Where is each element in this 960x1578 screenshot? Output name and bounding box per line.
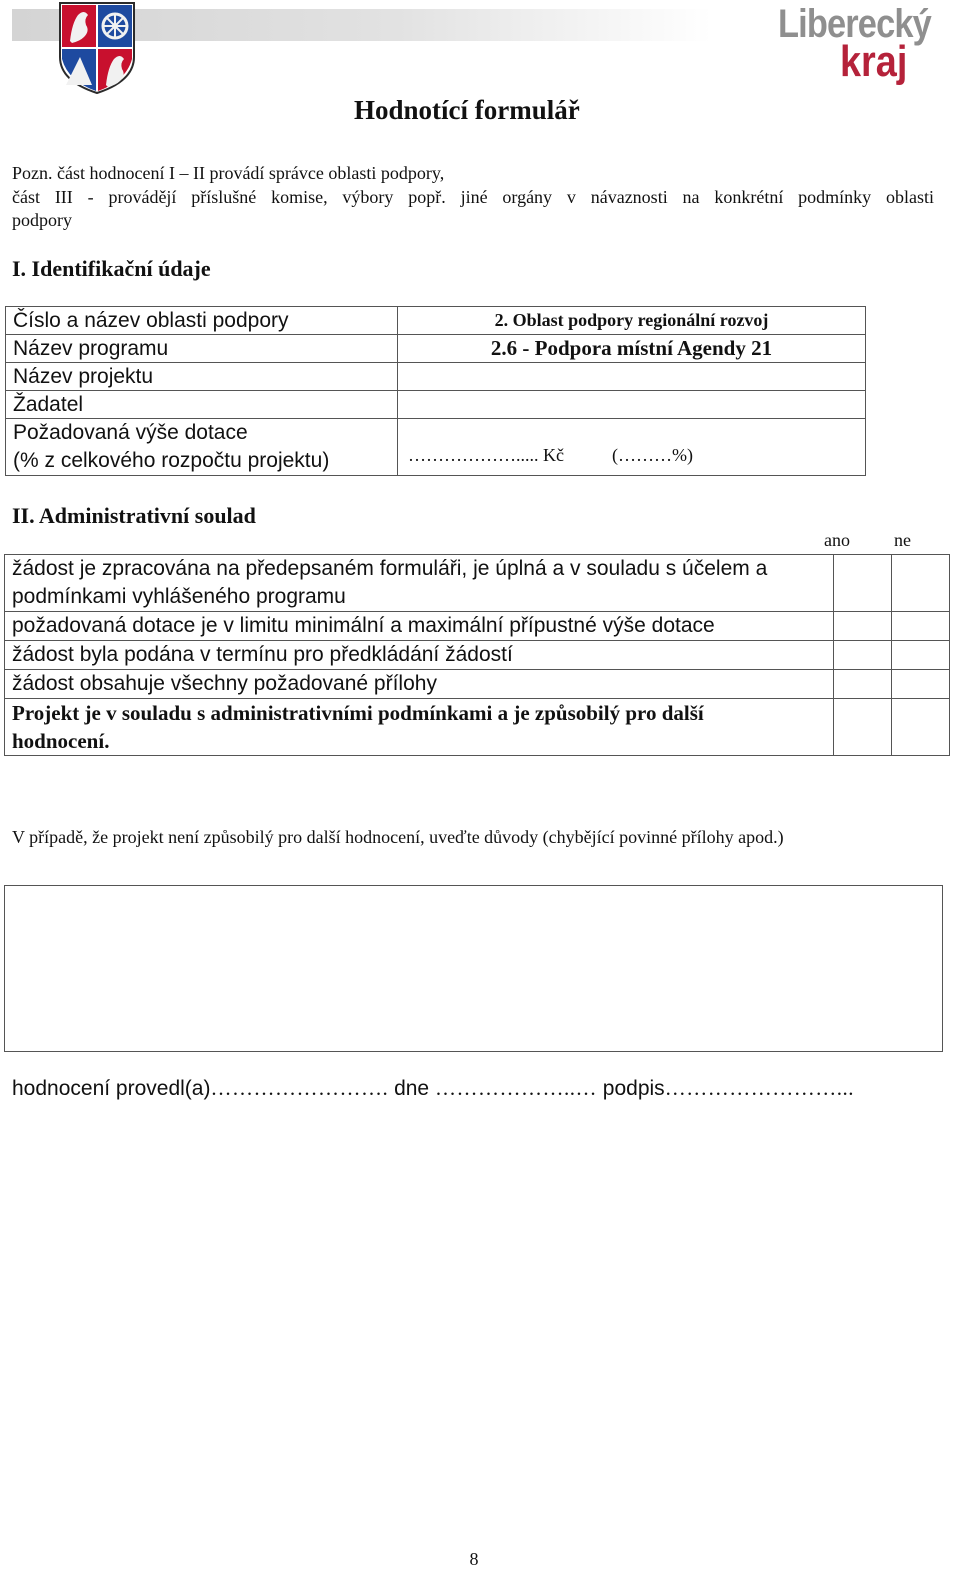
oblast-value: 2. Oblast podpory regionální rozvoj: [494, 310, 769, 330]
column-header-yes: ano: [824, 530, 850, 550]
note-line-3: podpory: [12, 210, 72, 230]
yes-checkbox[interactable]: [834, 555, 892, 612]
no-checkbox[interactable]: [892, 699, 950, 756]
note: [12, 162, 934, 233]
note-line-2: část III - provádějí příslušné komise, výbory popř. jiné orgány v návaznosti na konkrétní podmínky oblasti: [12, 186, 934, 207]
table-row: [6, 335, 866, 363]
dotace-field[interactable]: [398, 419, 866, 476]
program-value: 2.6 - Podpora místní Agendy 21: [490, 336, 773, 360]
dotace-amount: ………………..... Kč: [408, 444, 564, 465]
criterion-text-cont: podmínkami vyhlášeného programu: [12, 585, 346, 608]
coat-of-arms-icon: [58, 1, 136, 95]
reason-prompt: V případě, že projekt není způsobilý pro další hodnocení, uveďte důvody (chybějící povinné přílohy apod.): [12, 827, 784, 847]
reason-text-area[interactable]: [4, 885, 943, 1052]
conclusion-text: Projekt je v souladu s administrativními podmínkami a je způsobilý pro další: [12, 701, 704, 725]
row-label: [6, 419, 398, 476]
brand-line-1: Liberecký: [778, 2, 931, 46]
no-checkbox[interactable]: [892, 612, 950, 641]
table-row: [6, 419, 866, 476]
page-number: 8: [469, 1549, 479, 1569]
no-checkbox[interactable]: [892, 555, 950, 612]
note-line-1: Pozn. část hodnocení I – II provádí správce oblasti podpory,: [12, 163, 445, 183]
no-checkbox[interactable]: [892, 670, 950, 699]
row-label: Název programu: [6, 335, 398, 363]
compliance-table: [4, 554, 950, 756]
date-field[interactable]: ………………..…: [434, 1076, 597, 1100]
criterion-text: žádost je zpracována na předepsaném formuláři, je úplná a v souladu s účelem a: [12, 557, 768, 580]
conclusion-text-cont: hodnocení.: [12, 729, 110, 753]
yes-checkbox[interactable]: [834, 670, 892, 699]
yes-checkbox[interactable]: [834, 699, 892, 756]
row-label: Žadatel: [6, 391, 398, 419]
applicant-field[interactable]: [398, 391, 866, 419]
conclusion-cell: [5, 699, 834, 756]
brand-line-2: kraj: [840, 37, 908, 86]
yes-checkbox[interactable]: [834, 612, 892, 641]
signature-field[interactable]: ……………………...: [664, 1076, 854, 1100]
column-header-no: ne: [894, 530, 911, 550]
yes-checkbox[interactable]: [834, 641, 892, 670]
dotace-label-2: (% z celkového rozpočtu projektu): [13, 449, 330, 472]
table-row: [5, 670, 950, 699]
dotace-percent: (………%): [612, 444, 693, 465]
project-name-field[interactable]: [398, 363, 866, 391]
criterion-text: žádost obsahuje všechny požadované přílohy: [5, 670, 834, 699]
table-row: [5, 641, 950, 670]
row-value[interactable]: [398, 335, 866, 363]
row-label: Číslo a název oblasti podpory: [6, 307, 398, 335]
signature-line: [12, 1076, 854, 1101]
no-checkbox[interactable]: [892, 641, 950, 670]
criterion-text: žádost byla podána v termínu pro předkládání žádostí: [5, 641, 834, 670]
section-2-heading: II. Administrativní soulad: [12, 503, 256, 528]
date-label: dne: [394, 1077, 430, 1100]
criterion-cell: [5, 555, 834, 612]
table-row: [5, 555, 950, 612]
criterion-text: požadovaná dotace je v limitu minimální a maximální přípustné výše dotace: [5, 612, 834, 641]
signature-label: podpis: [602, 1077, 665, 1100]
row-label: Název projektu: [6, 363, 398, 391]
dotace-label-1: Požadovaná výše dotace: [13, 421, 248, 444]
table-row: [6, 363, 866, 391]
row-value[interactable]: [398, 307, 866, 335]
table-row: [5, 612, 950, 641]
section-1-heading: I. Identifikační údaje: [12, 256, 211, 281]
table-row: [6, 307, 866, 335]
evaluator-field[interactable]: …………………….: [210, 1076, 389, 1100]
table-row: [6, 391, 866, 419]
page-title: Hodnotící formulář: [354, 95, 580, 125]
evaluator-label: hodnocení provedl(a): [12, 1077, 211, 1100]
liberecky-kraj-logo: [778, 2, 931, 86]
identification-table: [5, 306, 866, 476]
table-row: [5, 699, 950, 756]
